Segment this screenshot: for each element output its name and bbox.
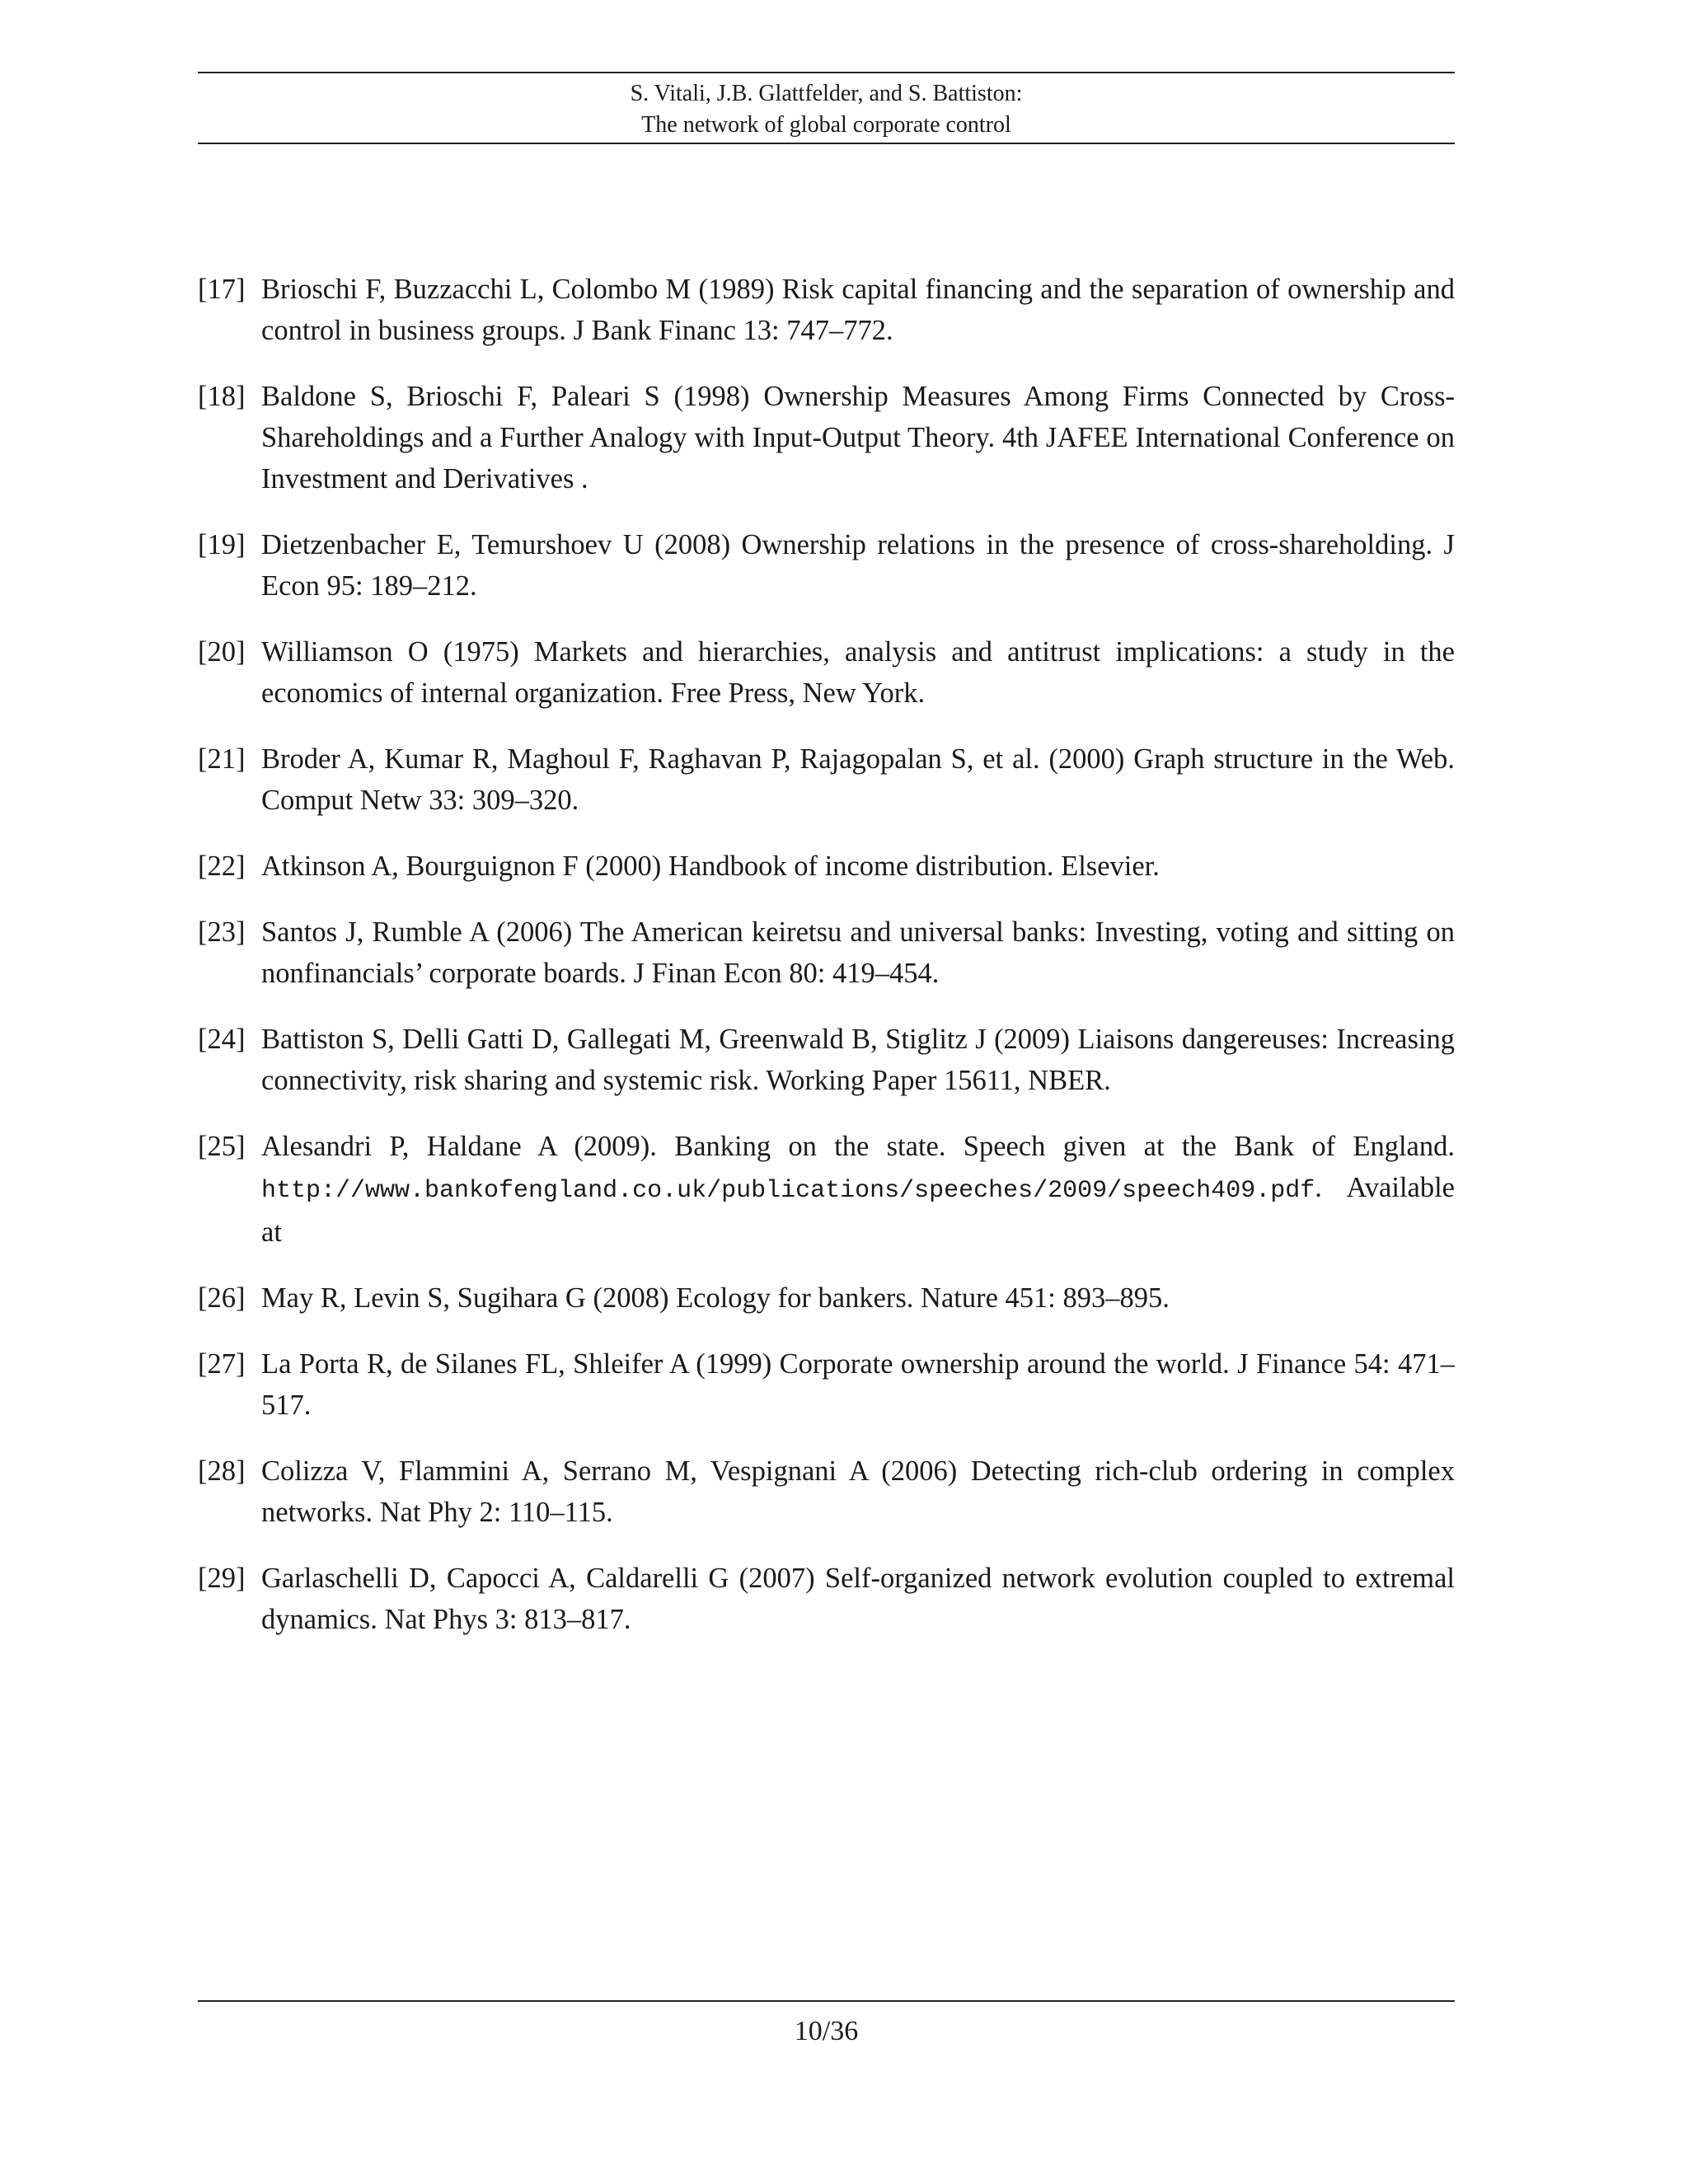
reference-item — [198, 269, 1455, 351]
reference-item — [198, 1343, 1455, 1426]
reference-text: Dietzenbacher E, Temurshoev U (2008) Ownership relations in the presence of cross-shareholding. J Econ 95: 189–212. — [261, 529, 1455, 602]
reference-number: [23] — [198, 916, 246, 948]
reference-item — [198, 524, 1455, 607]
header-title: The network of global corporate control — [641, 112, 1011, 138]
reference-text: May R, Levin S, Sugihara G (2008) Ecology for bankers. Nature 451: 893–895. — [261, 1282, 1170, 1314]
reference-text: Santos J, Rumble A (2006) The American keiretsu and universal banks: Investing, voting and sitting on nonfinancials’ corporate boards. J Finan Econ 80: 419–454. — [261, 916, 1455, 989]
reference-url-link[interactable]: http://www.bankofengland.co.uk/publications/speeches/2009/speech409.pdf — [261, 1177, 1315, 1205]
reference-item — [198, 1126, 1455, 1253]
reference-number: [17] — [198, 274, 246, 305]
reference-item — [198, 738, 1455, 821]
reference-number: [19] — [198, 529, 246, 560]
running-header — [198, 72, 1455, 144]
reference-number: [22] — [198, 851, 246, 882]
reference-item — [198, 631, 1455, 714]
reference-text: Baldone S, Brioschi F, Paleari S (1998) Ownership Measures Among Firms Connected by Cross-Shareholdings and a Further Analogy with Input-Output Theory. 4th JAFEE International Conference on Investment and Derivatives . — [261, 381, 1455, 494]
reference-number: [29] — [198, 1563, 246, 1594]
reference-text: Garlaschelli D, Capocci A, Caldarelli G (2007) Self-organized network evolution coupled to extremal dynamics. Nat Phys 3: 813–817. — [261, 1563, 1455, 1635]
reference-text: Atkinson A, Bourguignon F (2000) Handbook of income distribution. Elsevier. — [261, 851, 1160, 882]
reference-item — [198, 376, 1455, 499]
reference-item — [198, 1277, 1455, 1319]
reference-text — [261, 1126, 1455, 1253]
reference-item — [198, 912, 1455, 994]
reference-number: [26] — [198, 1282, 246, 1314]
reference-text-after: . Available at — [261, 1172, 1455, 1248]
reference-number: [24] — [198, 1024, 246, 1055]
reference-text-before: Alesandri P, Haldane A (2009). Banking on the state. Speech given at the Bank of England. — [261, 1131, 1455, 1162]
page-number: 10/36 — [794, 2016, 859, 2046]
reference-text: Broder A, Kumar R, Maghoul F, Raghavan P, Rajagopalan S, et al. (2000) Graph structure in the Web. Comput Netw 33: 309–320. — [261, 743, 1455, 816]
header-authors: S. Vitali, J.B. Glattfelder, and S. Battiston: — [630, 81, 1023, 106]
reference-text: Battiston S, Delli Gatti D, Gallegati M, Greenwald B, Stiglitz J (2009) Liaisons dangereuses: Increasing connectivity, risk sharing and systemic risk. Working Paper 15611, NBER. — [261, 1024, 1455, 1096]
page-footer — [198, 2000, 1455, 2050]
reference-number: [25] — [198, 1131, 246, 1162]
reference-list — [198, 269, 1455, 1665]
reference-number: [18] — [198, 381, 246, 412]
reference-number: [20] — [198, 636, 246, 668]
reference-item — [198, 1451, 1455, 1533]
reference-text: Colizza V, Flammini A, Serrano M, Vespignani A (2006) Detecting rich-club ordering in complex networks. Nat Phy 2: 110–115. — [261, 1455, 1455, 1528]
reference-number: [28] — [198, 1455, 246, 1487]
reference-text: La Porta R, de Silanes FL, Shleifer A (1999) Corporate ownership around the world. J Finance 54: 471–517. — [261, 1348, 1455, 1421]
reference-item — [198, 1019, 1455, 1101]
reference-text: Brioschi F, Buzzacchi L, Colombo M (1989) Risk capital financing and the separation of ownership and control in business groups. J Bank Financ 13: 747–772. — [261, 274, 1455, 346]
reference-text: Williamson O (1975) Markets and hierarchies, analysis and antitrust implications: a study in the economics of internal organization. Free Press, New York. — [261, 636, 1455, 709]
reference-item — [198, 846, 1455, 887]
reference-number: [27] — [198, 1348, 246, 1380]
reference-number: [21] — [198, 743, 246, 775]
reference-item — [198, 1558, 1455, 1640]
